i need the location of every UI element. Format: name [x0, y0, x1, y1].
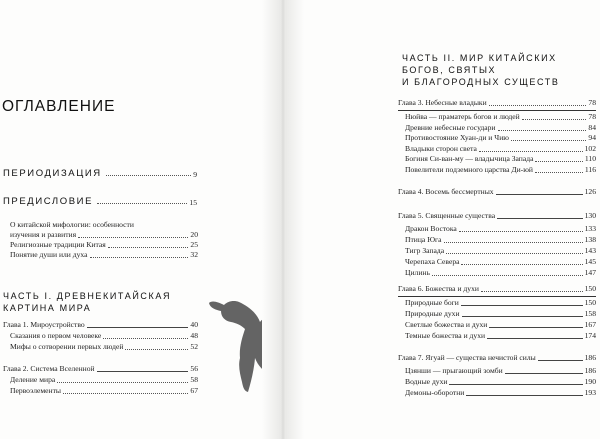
- book-gutter: [262, 0, 304, 439]
- toc-preface-intro-line1: О китайской мифологии: особенности: [10, 220, 134, 229]
- toc-entry[interactable]: [405, 133, 596, 143]
- toc-entry[interactable]: [405, 154, 596, 164]
- toc-label: Черепаха Севера: [405, 257, 460, 266]
- toc-page: 147: [584, 268, 596, 277]
- toc-label: Древние небесные государи: [405, 122, 496, 132]
- toc-label: Цзянши — прыгающий зомби: [405, 366, 503, 375]
- toc-label: Деление мира: [10, 375, 56, 384]
- leader-line: [87, 327, 189, 328]
- part2-title-line3: И БЛАГОРОДНЫХ СУЩЕСТВ: [402, 77, 560, 87]
- leader-dots: [108, 247, 189, 248]
- toc-chapter-5[interactable]: [398, 211, 596, 221]
- leader-line: [97, 371, 189, 372]
- toc-label: ПРЕДИСЛОВИЕ: [3, 196, 94, 207]
- leader-line: [496, 194, 583, 195]
- toc-entry[interactable]: [405, 144, 596, 154]
- toc-label: Демоны-оборотни: [405, 388, 465, 397]
- contents-title: ОГЛАВЛЕНИЕ: [2, 98, 116, 115]
- toc-chapter-4[interactable]: [398, 187, 596, 197]
- leader-dots: [63, 393, 188, 394]
- toc-label: Глава 4. Восемь бессмертных: [398, 187, 494, 196]
- toc-label: Повелители подземного царства Ди-юй: [405, 164, 533, 174]
- toc-label: Мифы о сотворении первых людей: [10, 342, 124, 351]
- toc-page: 32: [190, 250, 198, 259]
- toc-entry[interactable]: [10, 250, 198, 260]
- toc-entry[interactable]: [405, 257, 596, 267]
- left-page: [0, 0, 262, 439]
- toc-label: Глава 3. Небесные владыки: [398, 98, 487, 107]
- toc-entry[interactable]: [10, 375, 198, 385]
- toc-page: 186: [584, 353, 596, 362]
- leader-dots: [522, 119, 587, 120]
- toc-page: 174: [584, 331, 596, 340]
- toc-label: Сказания о первом человеке: [10, 331, 102, 340]
- toc-chapter-7[interactable]: [398, 353, 596, 363]
- toc-page: 78: [588, 112, 596, 121]
- toc-page: 48: [190, 331, 198, 340]
- toc-page: 167: [584, 320, 596, 329]
- toc-entry[interactable]: [405, 366, 596, 376]
- toc-chapter-2[interactable]: [3, 364, 198, 374]
- leader-dots: [432, 275, 583, 276]
- leader-dots: [461, 264, 582, 265]
- toc-entry[interactable]: [405, 123, 596, 133]
- leader-dots: [125, 349, 188, 350]
- toc-entry-periodization[interactable]: [3, 168, 197, 179]
- toc-chapter-1[interactable]: [3, 320, 198, 330]
- toc-entry[interactable]: [405, 388, 596, 398]
- leader-dots: [481, 291, 583, 292]
- toc-entry[interactable]: [10, 331, 198, 341]
- toc-entry[interactable]: [405, 224, 596, 234]
- leader-dots: [97, 203, 187, 204]
- toc-chapter-3[interactable]: [398, 98, 596, 108]
- toc-label: Темные божества и духи: [405, 331, 486, 340]
- toc-entry[interactable]: [10, 230, 198, 240]
- toc-label: Богиня Си-ван-му — владычица Запада: [405, 154, 534, 163]
- toc-page: 9: [193, 170, 197, 179]
- toc-page: 94: [588, 133, 596, 142]
- toc-label: Водные духи: [405, 377, 448, 386]
- leader-dots: [459, 231, 583, 232]
- toc-entry[interactable]: [405, 331, 596, 341]
- toc-page: 130: [584, 211, 596, 220]
- toc-page: 52: [190, 342, 198, 351]
- toc-entry[interactable]: [10, 240, 198, 250]
- leader-dots: [90, 257, 189, 258]
- leader-dots: [489, 105, 587, 106]
- leader-dots: [446, 253, 583, 254]
- toc-label: Противостояние Хуан-ди и Чию: [405, 133, 509, 142]
- leader-line: [462, 316, 583, 317]
- leader-line: [538, 360, 583, 361]
- leader-dots: [103, 338, 188, 339]
- toc-entry[interactable]: [10, 342, 198, 352]
- leader-dots: [511, 140, 586, 141]
- toc-chapter-6[interactable]: [398, 284, 596, 294]
- toc-label: Глава 2. Система Вселенной: [3, 364, 95, 373]
- part1-title-line1: ЧАСТЬ I. ДРЕВНЕКИТАЙСКАЯ: [3, 291, 172, 301]
- toc-page: 56: [190, 364, 198, 373]
- leader-dots: [444, 242, 583, 243]
- section-rule: [398, 296, 596, 297]
- leader-line: [489, 327, 582, 328]
- toc-label: Глава 7. Ягуай — существа нечистой силы: [398, 353, 536, 362]
- toc-page: 150: [584, 298, 596, 307]
- leader-dots: [479, 151, 583, 152]
- toc-label: ПЕРИОДИЗАЦИЯ: [3, 168, 102, 179]
- toc-page: 145: [584, 257, 596, 266]
- toc-page: 126: [584, 187, 596, 196]
- part2-title-line1: ЧАСТЬ II. МИР КИТАЙСКИХ: [402, 53, 557, 63]
- leader-dots: [57, 382, 188, 383]
- toc-page: 20: [190, 230, 198, 239]
- toc-label: Нюйва — праматерь богов и людей: [405, 112, 520, 121]
- toc-label: Глава 6. Божества и духи: [398, 284, 479, 293]
- toc-page: 150: [584, 284, 596, 293]
- toc-label: Природные боги: [405, 298, 459, 307]
- toc-entry[interactable]: [405, 309, 596, 319]
- toc-entry[interactable]: [405, 112, 596, 122]
- toc-page: 15: [189, 198, 197, 207]
- toc-label: Дракон Востока: [405, 224, 457, 233]
- leader-line: [466, 395, 582, 396]
- toc-page: 143: [584, 246, 596, 255]
- leader-line: [505, 373, 583, 374]
- toc-page: 40: [190, 320, 198, 329]
- toc-label: Глава 1. Мироустройство: [3, 320, 85, 329]
- leader-dots: [535, 161, 582, 162]
- part2-title-line2: БОГОВ, СВЯТЫХ: [402, 65, 497, 75]
- toc-page: 186: [584, 366, 596, 375]
- right-page: [304, 0, 600, 439]
- toc-label: Понятие души или духа: [10, 250, 88, 259]
- toc-entry[interactable]: [405, 246, 596, 256]
- toc-label: Глава 5. Священные существа: [398, 211, 496, 220]
- toc-page: 102: [584, 143, 596, 153]
- toc-page: 25: [190, 240, 198, 249]
- toc-entry[interactable]: [405, 377, 596, 387]
- toc-page: 133: [584, 224, 596, 233]
- toc-entry[interactable]: [405, 165, 596, 175]
- toc-label: Тигр Запада: [405, 246, 445, 255]
- toc-label: Религиозные традиции Китая: [10, 240, 106, 249]
- toc-label: Светлые божества и духи: [405, 320, 488, 329]
- toc-entry[interactable]: [405, 235, 596, 245]
- leader-dots: [535, 172, 583, 173]
- toc-entry[interactable]: [405, 268, 596, 278]
- toc-entry-preface[interactable]: [3, 196, 197, 207]
- toc-page: 78: [588, 98, 596, 107]
- toc-label: изучения и развития: [10, 230, 77, 239]
- toc-label: Природные духи: [405, 309, 460, 318]
- toc-label: Первоэлементы: [10, 386, 62, 395]
- leader-dots: [498, 130, 587, 131]
- leader-line: [487, 338, 583, 339]
- toc-label: Владыки сторон света: [405, 143, 477, 153]
- toc-label: Птица Юга: [405, 235, 442, 244]
- toc-page: 58: [190, 375, 198, 384]
- part1-title-line2: КАРТИНА МИРА: [3, 303, 92, 313]
- toc-page: 116: [584, 164, 596, 174]
- leader-line: [461, 305, 583, 306]
- leader-line: [497, 218, 583, 219]
- section-rule: [398, 110, 596, 111]
- toc-entry[interactable]: [10, 386, 198, 396]
- toc-page: 84: [588, 122, 596, 132]
- toc-page: 190: [584, 377, 596, 386]
- toc-page: 158: [584, 309, 596, 318]
- toc-page: 67: [190, 386, 198, 395]
- leader-dots: [106, 175, 191, 176]
- toc-entry[interactable]: [405, 298, 596, 308]
- toc-entry[interactable]: [405, 320, 596, 330]
- toc-page: 110: [584, 154, 596, 163]
- toc-label: Цилинь: [405, 268, 430, 277]
- leader-line: [449, 384, 582, 385]
- leader-dots: [78, 237, 188, 238]
- toc-page: 193: [584, 388, 596, 397]
- toc-page: 138: [584, 235, 596, 244]
